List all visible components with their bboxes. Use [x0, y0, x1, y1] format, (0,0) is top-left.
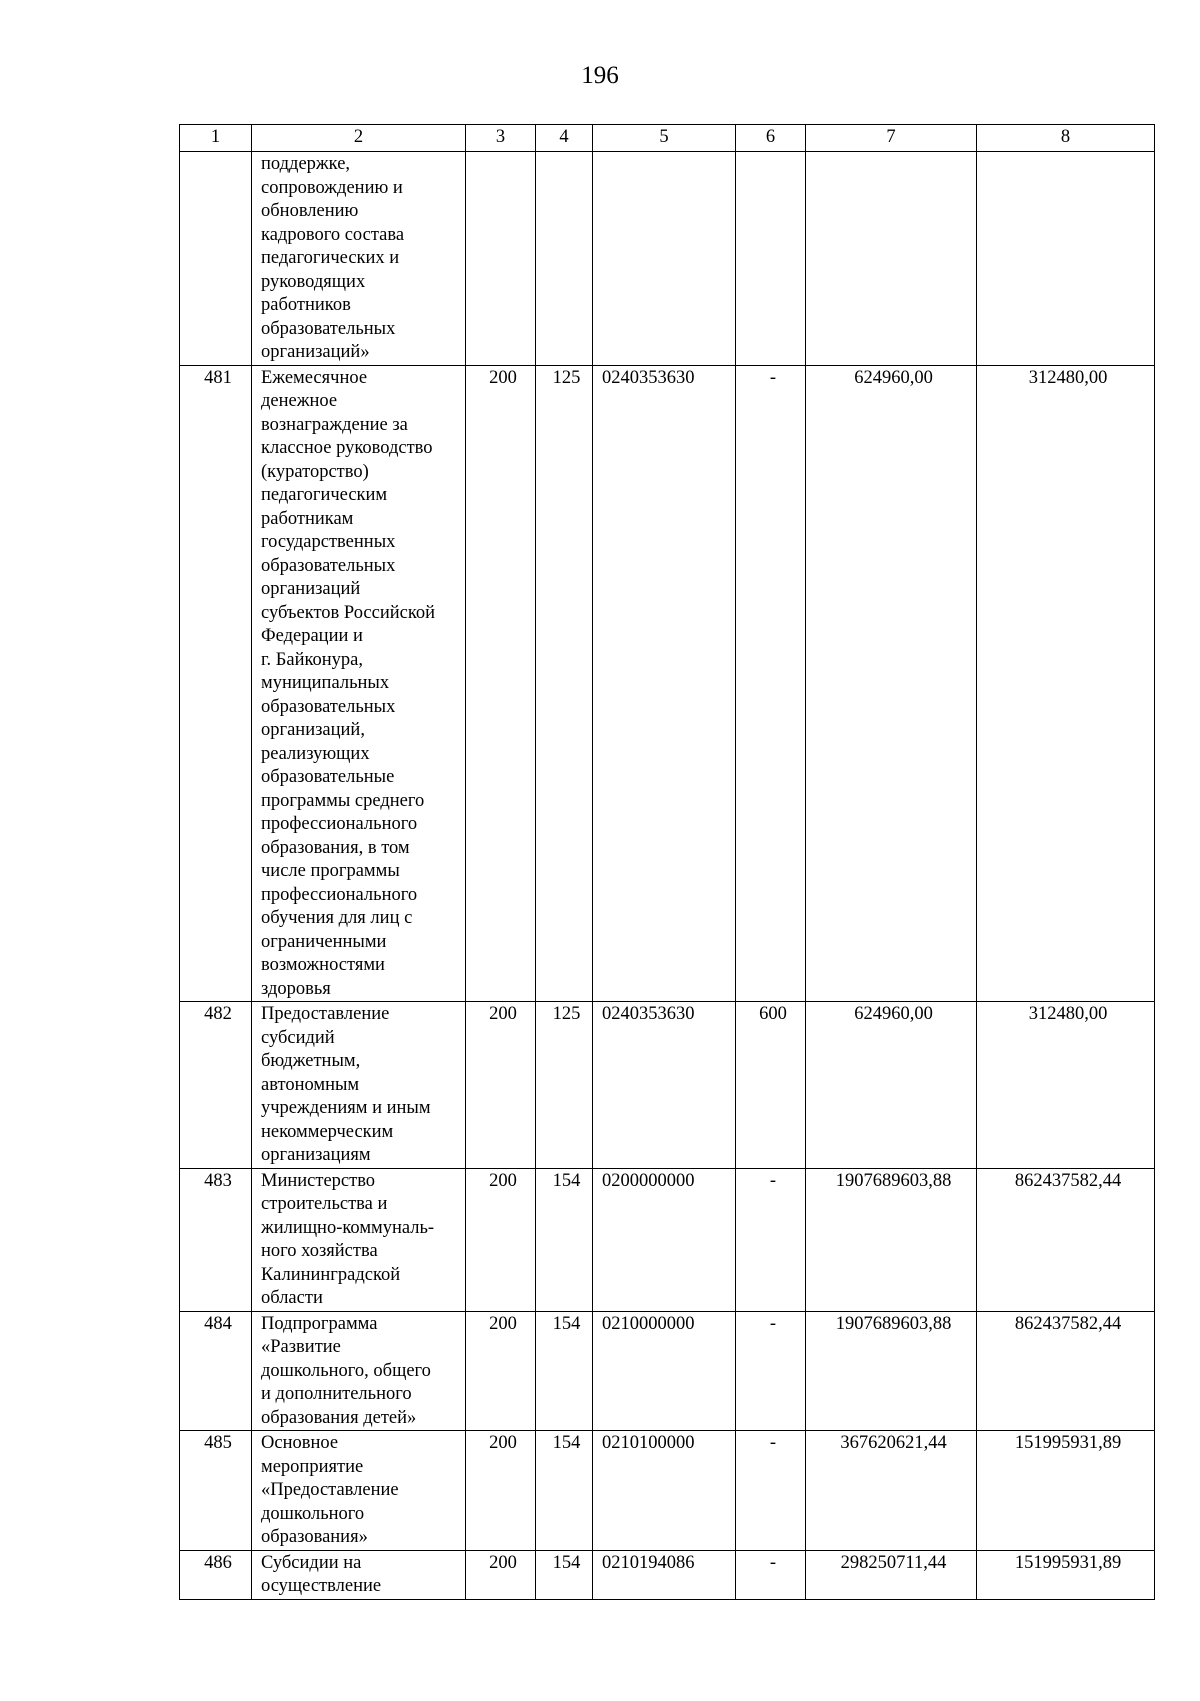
cell-col8: 151995931,89 — [977, 1550, 1155, 1599]
cell-col6 — [736, 152, 806, 366]
table-row — [180, 1431, 1155, 1551]
col-header-4: 4 — [536, 125, 593, 152]
cell-col4: 154 — [536, 1311, 593, 1431]
cell-col4: 154 — [536, 1431, 593, 1551]
cell-col5: 0210100000 — [593, 1431, 736, 1551]
row-name: Министерство строительства и жилищно-коммуналь- ного хозяйства Калининградской области — [252, 1168, 466, 1311]
table-row — [180, 1311, 1155, 1431]
cell-col3: 200 — [466, 1311, 536, 1431]
cell-col3: 200 — [466, 365, 536, 1002]
cell-col6: - — [736, 1550, 806, 1599]
cell-col4: 154 — [536, 1168, 593, 1311]
cell-col7: 624960,00 — [806, 365, 977, 1002]
page-number: 196 — [581, 62, 619, 89]
header-row — [180, 125, 1155, 152]
col-header-6: 6 — [736, 125, 806, 152]
cell-col8: 151995931,89 — [977, 1431, 1155, 1551]
cell-col4: 154 — [536, 1550, 593, 1599]
cell-col6: - — [736, 1311, 806, 1431]
row-number: 481 — [180, 365, 252, 1002]
cell-col5: 0200000000 — [593, 1168, 736, 1311]
cell-col3: 200 — [466, 1431, 536, 1551]
cell-col8: 862437582,44 — [977, 1168, 1155, 1311]
col-header-2: 2 — [252, 125, 466, 152]
table-row — [180, 1168, 1155, 1311]
cell-col7: 624960,00 — [806, 1002, 977, 1169]
cell-col8: 312480,00 — [977, 1002, 1155, 1169]
cell-col3: 200 — [466, 1550, 536, 1599]
col-header-3: 3 — [466, 125, 536, 152]
row-name: Субсидии на осуществление — [252, 1550, 466, 1599]
col-header-7: 7 — [806, 125, 977, 152]
col-header-8: 8 — [977, 125, 1155, 152]
row-number: 486 — [180, 1550, 252, 1599]
row-name: Подпрограмма «Развитие дошкольного, общего и дополнительного образования детей» — [252, 1311, 466, 1431]
cell-col5: 0240353630 — [593, 365, 736, 1002]
cell-col4: 125 — [536, 365, 593, 1002]
row-name: Предоставление субсидий бюджетным, автономным учреждениям и иным некоммерческим организациям — [252, 1002, 466, 1169]
cell-col5 — [593, 152, 736, 366]
cell-col5: 0210194086 — [593, 1550, 736, 1599]
cell-col8: 312480,00 — [977, 365, 1155, 1002]
row-name: Основное мероприятие «Предоставление дошкольного образования» — [252, 1431, 466, 1551]
cell-col3: 200 — [466, 1002, 536, 1169]
budget-table — [179, 124, 1155, 1600]
cell-col4 — [536, 152, 593, 366]
table-row — [180, 152, 1155, 366]
col-header-5: 5 — [593, 125, 736, 152]
cell-col5: 0240353630 — [593, 1002, 736, 1169]
row-name: Ежемесячное денежное вознаграждение за классное руководство (кураторство) педагогическим работникам государственных образовательных организаций субъектов Российской Федерации и г. Байконура, муниципальных образовательных организаций, реализующих образовательные программы среднего профессионального образования, в том числе программы профессионального обучения для лиц с ограниченными возможностями здоровья — [252, 365, 466, 1002]
col-header-1: 1 — [180, 125, 252, 152]
row-number: 482 — [180, 1002, 252, 1169]
cell-col8 — [977, 152, 1155, 366]
cell-col3 — [466, 152, 536, 366]
row-number: 484 — [180, 1311, 252, 1431]
cell-col7 — [806, 152, 977, 366]
table-row — [180, 365, 1155, 1002]
table-row — [180, 1550, 1155, 1599]
row-number — [180, 152, 252, 366]
cell-col3: 200 — [466, 1168, 536, 1311]
cell-col7: 1907689603,88 — [806, 1311, 977, 1431]
cell-col7: 367620621,44 — [806, 1431, 977, 1551]
cell-col7: 1907689603,88 — [806, 1168, 977, 1311]
cell-col5: 0210000000 — [593, 1311, 736, 1431]
row-number: 483 — [180, 1168, 252, 1311]
cell-col6: - — [736, 1168, 806, 1311]
row-name: поддержке, сопровождению и обновлению кадрового состава педагогических и руководящих работников образовательных организаций» — [252, 152, 466, 366]
cell-col8: 862437582,44 — [977, 1311, 1155, 1431]
cell-col7: 298250711,44 — [806, 1550, 977, 1599]
cell-col6: - — [736, 1431, 806, 1551]
cell-col6: 600 — [736, 1002, 806, 1169]
cell-col4: 125 — [536, 1002, 593, 1169]
table-row — [180, 1002, 1155, 1169]
cell-col6: - — [736, 365, 806, 1002]
row-number: 485 — [180, 1431, 252, 1551]
